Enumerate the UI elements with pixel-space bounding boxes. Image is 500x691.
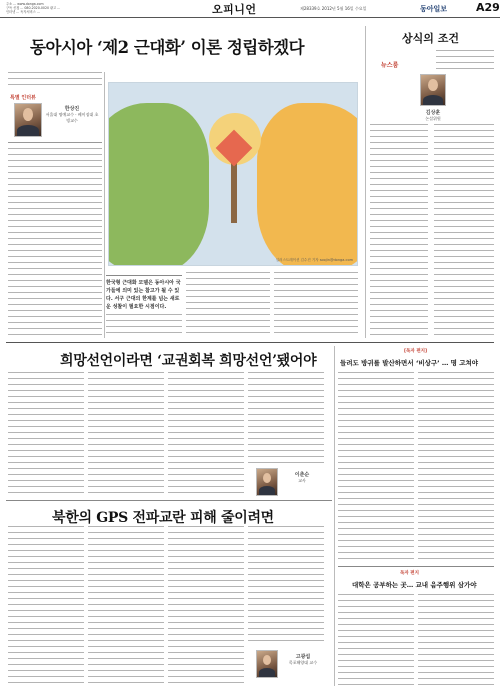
section-tag: 독자 편지 — [400, 571, 419, 576]
article-headline: 희망선언이라면 ‘교권회복 희망선언’됐어야 — [60, 353, 317, 369]
section-title: 오피니언 — [212, 3, 257, 16]
columnist-byline — [410, 110, 456, 122]
author-photo — [256, 468, 278, 496]
author-title: 목포해양대 교수 — [288, 660, 318, 665]
body-text-column — [88, 526, 164, 686]
column-rule — [334, 346, 335, 686]
body-text-column — [168, 372, 244, 497]
body-text-column — [370, 124, 428, 338]
letter-divider — [338, 566, 494, 567]
columnist-title: 논설위원 — [425, 116, 441, 121]
body-text-column — [274, 272, 358, 338]
article-headline: 북한의 GPS 전파교란 피해 줄이려면 — [52, 510, 274, 526]
body-text-column — [186, 272, 270, 338]
body-text-column — [418, 372, 494, 562]
sidebar-header — [372, 28, 494, 46]
sidebar-logo: 뉴스룸 — [381, 62, 399, 69]
column-label: 특별 인터뷰 — [10, 95, 36, 101]
article-divider — [6, 500, 332, 501]
contact-line: 인터넷 ... 독자서비스 ... — [6, 10, 40, 15]
divider — [8, 142, 102, 143]
columnist-photo — [420, 74, 446, 106]
author-byline — [280, 654, 326, 666]
body-text-column — [8, 526, 84, 686]
body-text-column — [88, 372, 164, 497]
body-text-column — [8, 72, 102, 88]
newspaper-logo: 동아일보 — [420, 5, 448, 13]
body-text-column — [436, 50, 494, 70]
body-text-column — [248, 372, 324, 464]
body-text-column — [248, 526, 324, 646]
author-title: 교사 — [298, 478, 306, 483]
author-byline — [280, 472, 324, 484]
contact-line: 구독 신청 ... 080-2020-0020 광고 ... — [6, 6, 61, 11]
pullquote: 한국형 근대화 모델은 동아시아 국가들에 의미 있는 참고가 될 수 있다. 서구 근대의 한계를 넘는 새로운 성찰이 필요한 시점이다. — [106, 275, 182, 311]
article-illustration — [108, 82, 358, 266]
author-title: 서울대 명예교수 · 베이징대 초빙교수 — [45, 112, 99, 123]
columnist-name: 김상훈 — [425, 110, 441, 116]
author-photo — [14, 103, 42, 137]
column-rule — [365, 26, 366, 338]
author-byline — [44, 106, 100, 124]
body-text-column — [168, 526, 244, 686]
body-text-column — [8, 372, 84, 497]
author-photo — [256, 650, 278, 678]
body-text-column — [434, 124, 494, 338]
letter-title: 대학은 공부하는 곳… 교내 음주행위 삼가야 — [352, 581, 477, 589]
body-text-column — [106, 314, 182, 338]
body-text-column — [338, 372, 414, 562]
contact-info — [6, 2, 156, 15]
body-text-column — [338, 594, 414, 686]
contact-line: 주소 ... www.donga.com — [6, 2, 44, 6]
section-divider — [6, 342, 494, 343]
body-text-column — [418, 594, 494, 686]
letter-title: 들려도 방귀를 발산하면서 ‘비상구’ … 명 고쳐야 — [340, 359, 479, 367]
sidebar-title: 상식의 조건 — [402, 32, 459, 45]
author-name: 이춘순 — [294, 472, 310, 478]
masthead-bar — [0, 0, 500, 18]
author-name: 고광섭 — [295, 654, 311, 660]
article-headline: 동아시아 ‘제2 근대화’ 이론 정립하겠다 — [30, 38, 305, 57]
issue-date: 제28339호 2012년 5월 16일 수요일 — [300, 6, 367, 11]
author-name: 한상진 — [64, 106, 80, 112]
section-tag: [독자 편지] — [404, 349, 428, 354]
column-rule — [104, 72, 105, 338]
body-text-column — [8, 148, 102, 338]
illustration-credit: 일러스트레이션 김수진 기자 soojin@donga.com — [275, 258, 353, 262]
page-number: A29 — [476, 1, 500, 14]
